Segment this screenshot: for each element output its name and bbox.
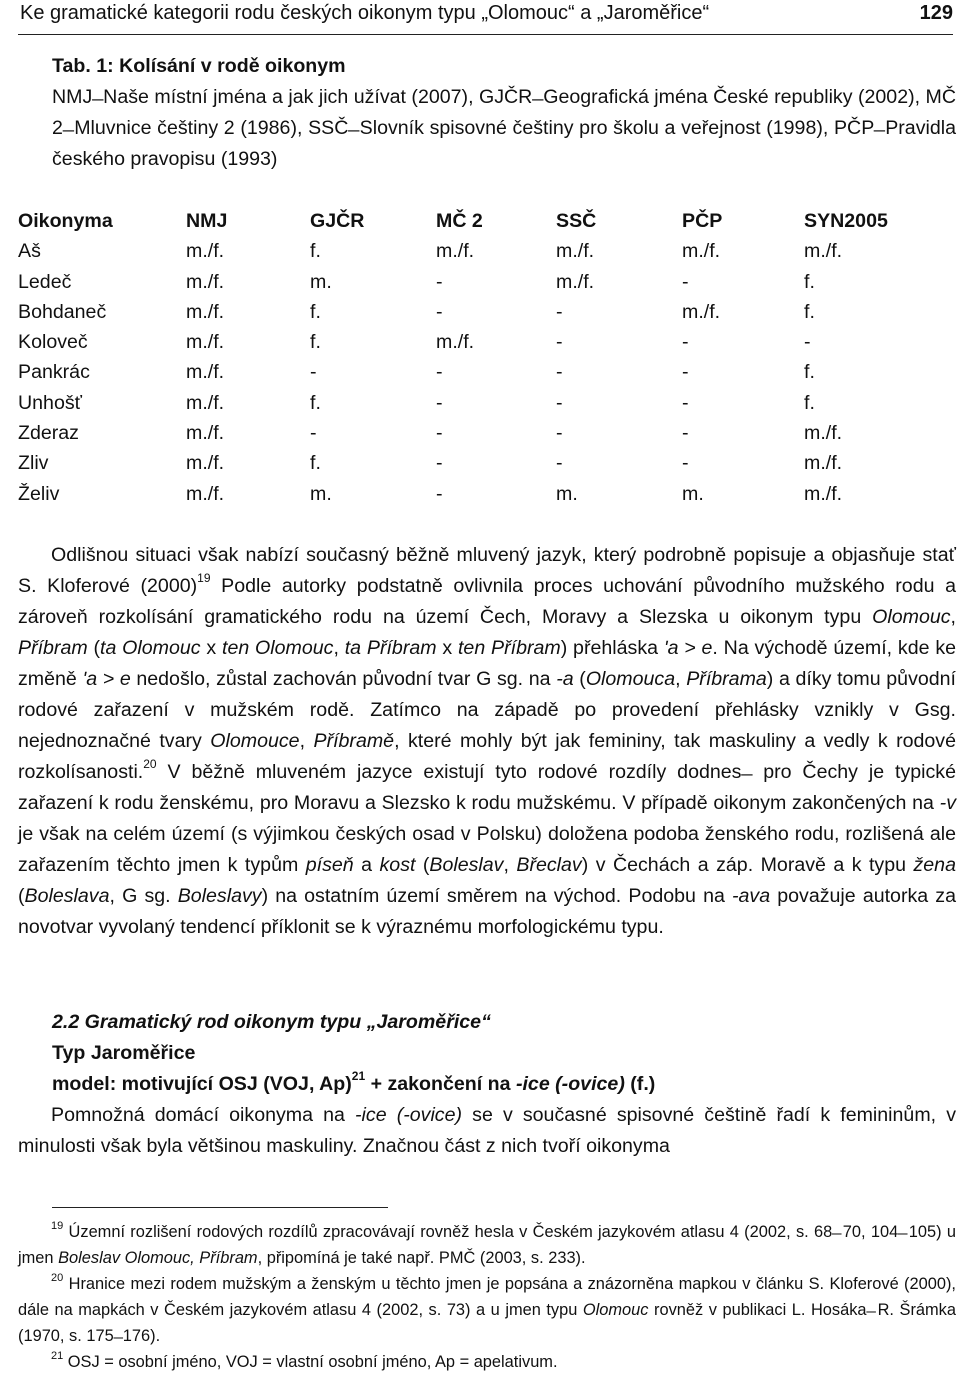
gender-value-cell: m./f. bbox=[804, 240, 843, 263]
italic-term: Boleslava bbox=[24, 885, 110, 907]
gender-value-cell: - bbox=[436, 270, 443, 293]
text-span: . Na východě území, kde ke změně bbox=[18, 637, 957, 690]
text-span: , bbox=[333, 637, 345, 659]
text-span: 2.2 Gramatický rod oikonym typu bbox=[52, 1011, 367, 1033]
type-label: Typ Jaroměřice bbox=[52, 1042, 196, 1064]
table-header-cell: PČP bbox=[682, 210, 723, 232]
gender-value-cell: m./f. bbox=[186, 331, 225, 354]
gender-value-cell: m./f. bbox=[556, 240, 595, 263]
text-span: , bbox=[675, 668, 687, 690]
text-span: ) v Čechách a záp. Moravě a k typu bbox=[581, 854, 914, 876]
text-span: považuje autorka za novotvar vyvolaný tendencí příklonit se k výraznému morfologickému typu. bbox=[18, 885, 956, 938]
footnote-21 bbox=[18, 1349, 956, 1375]
table-header-cell: GJČR bbox=[310, 210, 365, 232]
footnote-divider bbox=[52, 1207, 388, 1208]
text-span: , bbox=[299, 730, 314, 752]
oikonym-name-cell: Ledeč bbox=[18, 270, 72, 293]
text-span: Hranice mezi rodem mužským a ženským u těchto jmen je popsána a znázorněna mapkou v článku S. Kloferové (2000), dále na mapkách v Českém jazykovém atlasu 4 (2002, s. 73) a u jmen typu bbox=[18, 1275, 956, 1319]
oikonym-name-cell: Zliv bbox=[18, 452, 49, 475]
section-heading bbox=[52, 1007, 956, 1038]
text-span: rovněž v publikaci L. Hosáka ̶ R. Šrámka (1970, s. 175 ̶ 176). bbox=[18, 1301, 956, 1345]
gender-value-cell: - bbox=[682, 361, 689, 384]
oikonym-name-cell: Zderaz bbox=[18, 422, 79, 445]
gender-value-cell: m. bbox=[682, 482, 704, 505]
gender-value-cell: - bbox=[682, 270, 689, 293]
gender-value-cell: f. bbox=[804, 361, 815, 384]
gender-value-cell: m./f. bbox=[682, 240, 721, 263]
gender-value-cell: m./f. bbox=[186, 240, 225, 263]
gender-value-cell: f. bbox=[310, 331, 321, 354]
gender-value-cell: - bbox=[556, 361, 563, 384]
gender-value-cell: - bbox=[436, 391, 443, 414]
gender-value-cell: - bbox=[556, 452, 563, 475]
gender-value-cell: m. bbox=[310, 270, 332, 293]
gender-value-cell: m./f. bbox=[804, 482, 843, 505]
text-span: , bbox=[950, 606, 956, 628]
gender-value-cell: - bbox=[682, 391, 689, 414]
footnote-ref-19[interactable]: 19 bbox=[197, 571, 211, 585]
footnote-ref-21[interactable]: 21 bbox=[351, 1069, 366, 1083]
italic-term: ʹa > e bbox=[82, 668, 131, 690]
section-heading-block bbox=[52, 1007, 956, 1100]
text-span: Územní rozlišení rodových rozdílů zpracovávají rovněž hesla v Českém jazykovém atlasu 4 (2002, s. 68 ̶ 70, 104 ̶ 105) u jmen bbox=[18, 1223, 956, 1267]
table-title: Tab. 1: Kolísání v rodě oikonym bbox=[52, 55, 346, 77]
text-span: „ bbox=[366, 1011, 377, 1033]
italic-term: ten Olomouc bbox=[222, 637, 334, 659]
text-span: x bbox=[436, 637, 458, 659]
italic-term: Příbrama bbox=[686, 668, 767, 690]
italic-term: Olomouc bbox=[582, 1301, 649, 1319]
text-span: , připomíná je také např. PMČ (2003, s. 233). bbox=[257, 1249, 586, 1267]
table-row bbox=[18, 388, 924, 418]
gender-value-cell: m./f. bbox=[682, 300, 721, 323]
gender-value-cell: m./f. bbox=[186, 422, 225, 445]
text-span: a bbox=[353, 854, 380, 876]
gender-value-cell: - bbox=[556, 391, 563, 414]
gender-value-cell: - bbox=[556, 300, 563, 323]
page-number: 129 bbox=[919, 2, 953, 24]
footnote-20 bbox=[18, 1271, 956, 1349]
gender-value-cell: m./f. bbox=[186, 361, 225, 384]
table-caption-text: NMJ ̶ Naše místní jména a jak jich užívat (2007), GJČR ̶ Geografická jména České republiky (2002), MČ 2 ̶ Mluvnice češtiny 2 (1986), SSČ ̶ Slovník spisovné češtiny pro školu a veřejnost (1998), PČP ̶ Pravidla českého pravopisu (1993) bbox=[52, 86, 956, 170]
italic-term: Boleslav Olomouc, Příbram bbox=[58, 1249, 258, 1267]
oikonym-name-cell: Bohdaneč bbox=[18, 300, 107, 323]
text-span: Pomnožná domácí oikonyma na bbox=[51, 1104, 356, 1126]
gender-value-cell: - bbox=[556, 331, 563, 354]
italic-term: Olomouca bbox=[585, 668, 676, 690]
italic-term: -ice (-ovice) bbox=[515, 1073, 625, 1095]
gender-value-cell: m./f. bbox=[804, 422, 843, 445]
italic-term: ta Příbram bbox=[344, 637, 437, 659]
italic-term: -ice (-ovice) bbox=[355, 1104, 463, 1126]
table-row bbox=[18, 327, 924, 357]
table-header-cell: SSČ bbox=[556, 210, 597, 232]
footnote-19 bbox=[18, 1219, 956, 1271]
text-span: ) a díky tomu původní rodové zařazení v mužském rodě. Zatímco na západě po provedení přehlásky vznikly v Gsg. nejednoznačné tvary bbox=[18, 668, 957, 752]
italic-term: kost bbox=[379, 854, 416, 876]
table-row bbox=[18, 418, 924, 448]
gender-value-cell: f. bbox=[310, 452, 321, 475]
footnote-number: 19 bbox=[51, 1220, 64, 1232]
text-span: Podle autorky podstatně ovlivnila proces uchování původního mužského rodu a zároveň rozkolísání gramatického rodu na území Čech, Moravy a Slezska u oikonym typu bbox=[18, 575, 956, 628]
oikonym-name-cell: Aš bbox=[18, 240, 41, 263]
italic-term: Olomouc bbox=[872, 606, 951, 628]
running-title: Ke gramatické kategorii rodu českých oikonym typu „Olomouc“ a „Jaroměřice“ bbox=[20, 2, 710, 24]
gender-value-cell: - bbox=[310, 361, 317, 384]
oikonym-name-cell: Koloveč bbox=[18, 331, 88, 354]
body-paragraph-2 bbox=[18, 1100, 956, 1162]
text-span: (f.) bbox=[624, 1073, 656, 1095]
footnote-number: 20 bbox=[51, 1272, 64, 1284]
running-header bbox=[18, 0, 953, 35]
text-span: ( bbox=[87, 637, 101, 659]
gender-value-cell: f. bbox=[804, 300, 815, 323]
table-header-cell: NMJ bbox=[186, 210, 228, 232]
body-paragraph-1 bbox=[18, 540, 956, 943]
table-header-cell: SYN2005 bbox=[804, 210, 888, 232]
gender-variation-table bbox=[18, 206, 924, 509]
gender-value-cell: f. bbox=[804, 391, 815, 414]
gender-value-cell: - bbox=[436, 422, 443, 445]
gender-value-cell: m./f. bbox=[556, 270, 595, 293]
text-span: V běžně mluveném jazyce existují tyto rodové rozdíly dodnes ̶ pro Čechy je typické zařazení k rodu ženskému, pro Moravu a Slezsko k rodu mužskému. V případě oikonym zakončených na bbox=[18, 761, 956, 814]
text-span: se v současné spisovné češtině řadí k femininům, v minulosti však byla většinou maskuliny. Značnou část z nich tvoří oikonyma bbox=[18, 1104, 956, 1157]
text-span: , bbox=[503, 854, 517, 876]
gender-value-cell: f. bbox=[310, 240, 321, 263]
italic-term: žena bbox=[913, 854, 956, 876]
gender-value-cell: - bbox=[436, 361, 443, 384]
table-body bbox=[18, 236, 924, 509]
table-header-row bbox=[18, 206, 924, 236]
italic-term: Olomouce bbox=[210, 730, 300, 752]
text-span: “ bbox=[481, 1011, 491, 1033]
text-span: ) na ostatním území směrem na východ. Podobu na bbox=[261, 885, 732, 907]
gender-value-cell: - bbox=[310, 422, 317, 445]
text-span: ( bbox=[573, 668, 586, 690]
table-row bbox=[18, 448, 924, 478]
table-header-cell: Oikonyma bbox=[18, 210, 113, 232]
gender-value-cell: - bbox=[682, 331, 689, 354]
oikonym-name-cell: Pankrác bbox=[18, 361, 90, 384]
text-span: Jaroměřice bbox=[376, 1011, 482, 1033]
italic-term: píseň bbox=[305, 854, 354, 876]
text-span: + zakončení na bbox=[365, 1073, 516, 1095]
text-span: OSJ = osobní jméno, VOJ = vlastní osobní jméno, Ap = apelativum. bbox=[63, 1353, 558, 1371]
text-span: , G sg. bbox=[109, 885, 178, 907]
gender-value-cell: m. bbox=[310, 482, 332, 505]
gender-value-cell: f. bbox=[804, 270, 815, 293]
text-span: Odlišnou situaci však nabízí současný běžně mluvený jazyk, který podrobně popisuje a objasňuje stať S. Kloferové (2000) bbox=[18, 544, 956, 597]
oikonym-name-cell: Unhošť bbox=[18, 391, 82, 414]
gender-value-cell: m. bbox=[556, 482, 578, 505]
table-header-cell: MČ 2 bbox=[436, 210, 483, 232]
text-span: model: motivující OSJ (VOJ, Ap) bbox=[52, 1073, 352, 1095]
gender-value-cell: m./f. bbox=[186, 300, 225, 323]
gender-value-cell: m./f. bbox=[186, 452, 225, 475]
italic-term: Boleslavy bbox=[177, 885, 262, 907]
footnote-number: 21 bbox=[51, 1350, 64, 1362]
italic-term: -v bbox=[939, 792, 956, 814]
table-row bbox=[18, 357, 924, 387]
text-span: ( bbox=[415, 854, 430, 876]
table-row bbox=[18, 267, 924, 297]
italic-term: ʹa > e bbox=[663, 637, 713, 659]
italic-term: Boleslav bbox=[429, 854, 504, 876]
text-span: nedošlo, zůstal zachován původní tvar G sg. na bbox=[130, 668, 557, 690]
gender-value-cell: - bbox=[682, 422, 689, 445]
text-span: ( bbox=[18, 885, 25, 907]
text-span: je však na celém území (s výjimkou českých osad v Polsku) doložena podoba ženského rodu, rozlišená ale zařazením těchto jmen k typům bbox=[18, 823, 956, 876]
table-row bbox=[18, 479, 924, 509]
gender-value-cell: - bbox=[804, 331, 811, 354]
text-span: , které mohly být jak femininy, tak maskuliny a vedly k rodové rozkolísanosti. bbox=[18, 730, 957, 783]
gender-value-cell: m./f. bbox=[186, 482, 225, 505]
gender-value-cell: m./f. bbox=[436, 240, 475, 263]
oikonym-name-cell: Želiv bbox=[18, 482, 60, 505]
italic-term: ta Olomouc bbox=[100, 637, 201, 659]
gender-value-cell: m./f. bbox=[804, 452, 843, 475]
italic-term: Příbramě bbox=[313, 730, 395, 752]
italic-term: Břeclav bbox=[516, 854, 582, 876]
table-row bbox=[18, 236, 924, 266]
table-caption bbox=[52, 51, 956, 175]
gender-value-cell: m./f. bbox=[436, 331, 475, 354]
italic-term: -ava bbox=[732, 885, 771, 907]
gender-value-cell: - bbox=[436, 300, 443, 323]
gender-value-cell: - bbox=[682, 452, 689, 475]
italic-term: -a bbox=[556, 668, 574, 690]
footnote-ref-20[interactable]: 20 bbox=[143, 757, 157, 771]
model-line bbox=[52, 1069, 956, 1100]
gender-value-cell: - bbox=[436, 482, 443, 505]
page bbox=[18, 0, 958, 1381]
italic-term: ten Příbram bbox=[457, 637, 561, 659]
gender-value-cell: f. bbox=[310, 300, 321, 323]
gender-value-cell: - bbox=[436, 452, 443, 475]
text-span: x bbox=[200, 637, 223, 659]
italic-term: Příbram bbox=[18, 637, 88, 659]
table-row bbox=[18, 297, 924, 327]
gender-value-cell: m./f. bbox=[186, 391, 225, 414]
text-span: ) přehláska bbox=[560, 637, 664, 659]
gender-value-cell: f. bbox=[310, 391, 321, 414]
gender-value-cell: m./f. bbox=[186, 270, 225, 293]
gender-value-cell: - bbox=[556, 422, 563, 445]
